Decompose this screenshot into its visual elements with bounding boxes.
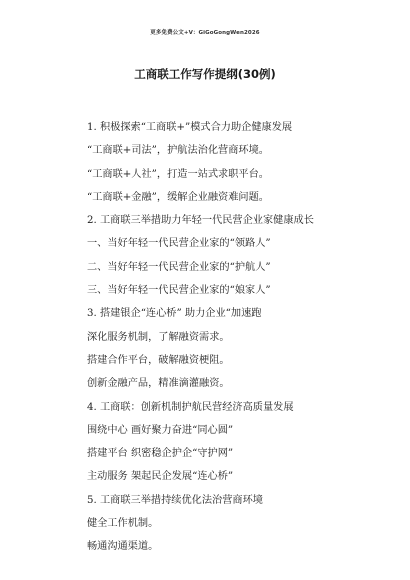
outline-line: 主动服务 架起民企发展“连心桥” [87, 471, 234, 483]
outline-line: 健全工作机制。 [87, 518, 159, 530]
outline-line: 搭建平台 织密稳企护企“守护网” [87, 448, 234, 460]
outline-line: 2. 工商联三举措助力年轻一代民营企业家健康成长 [87, 215, 314, 227]
outline-line: “工商联+人社”，打造一站式求职平台。 [87, 168, 269, 180]
outline-line: 围绕中心 画好聚力奋进“同心圆” [87, 424, 234, 436]
outline-line: 三、当好年轻一代民营企业家的“娘家人” [87, 285, 271, 297]
outline-line: 深化服务机制，了解融资需求。 [87, 331, 230, 343]
outline-line: 1. 积极探索“工商联+”模式合力助企健康发展 [87, 122, 293, 133]
header-note: 更多免费公文+V：GiGoGongWen2026 [150, 30, 260, 36]
outline-line: 5. 工商联三举措持续优化法治营商环境 [87, 494, 263, 506]
outline-line: 3. 搭建银企“连心桥” 助力企业“加速跑 [87, 308, 262, 320]
outline-body [87, 119, 387, 562]
outline-line: 畅通沟通渠道。 [87, 541, 159, 553]
outline-line: “工商联+金融”，缓解企业融资难问题。 [87, 191, 269, 203]
outline-line: 一、当好年轻一代民营企业家的“领路人” [87, 238, 271, 250]
document-title: 工商联工作写作提纲(30例) [134, 67, 276, 81]
outline-line: 二、当好年轻一代民营企业家的“护航人” [87, 261, 271, 273]
outline-line: 创新金融产品，精准滴灌融资。 [87, 378, 230, 390]
outline-line: 搭建合作平台，破解融资梗阻。 [87, 354, 230, 366]
outline-line: “工商联+司法”，护航法治化营商环境。 [87, 145, 269, 157]
outline-line: 4. 工商联：创新机制护航民营经济高质量发展 [87, 401, 294, 413]
